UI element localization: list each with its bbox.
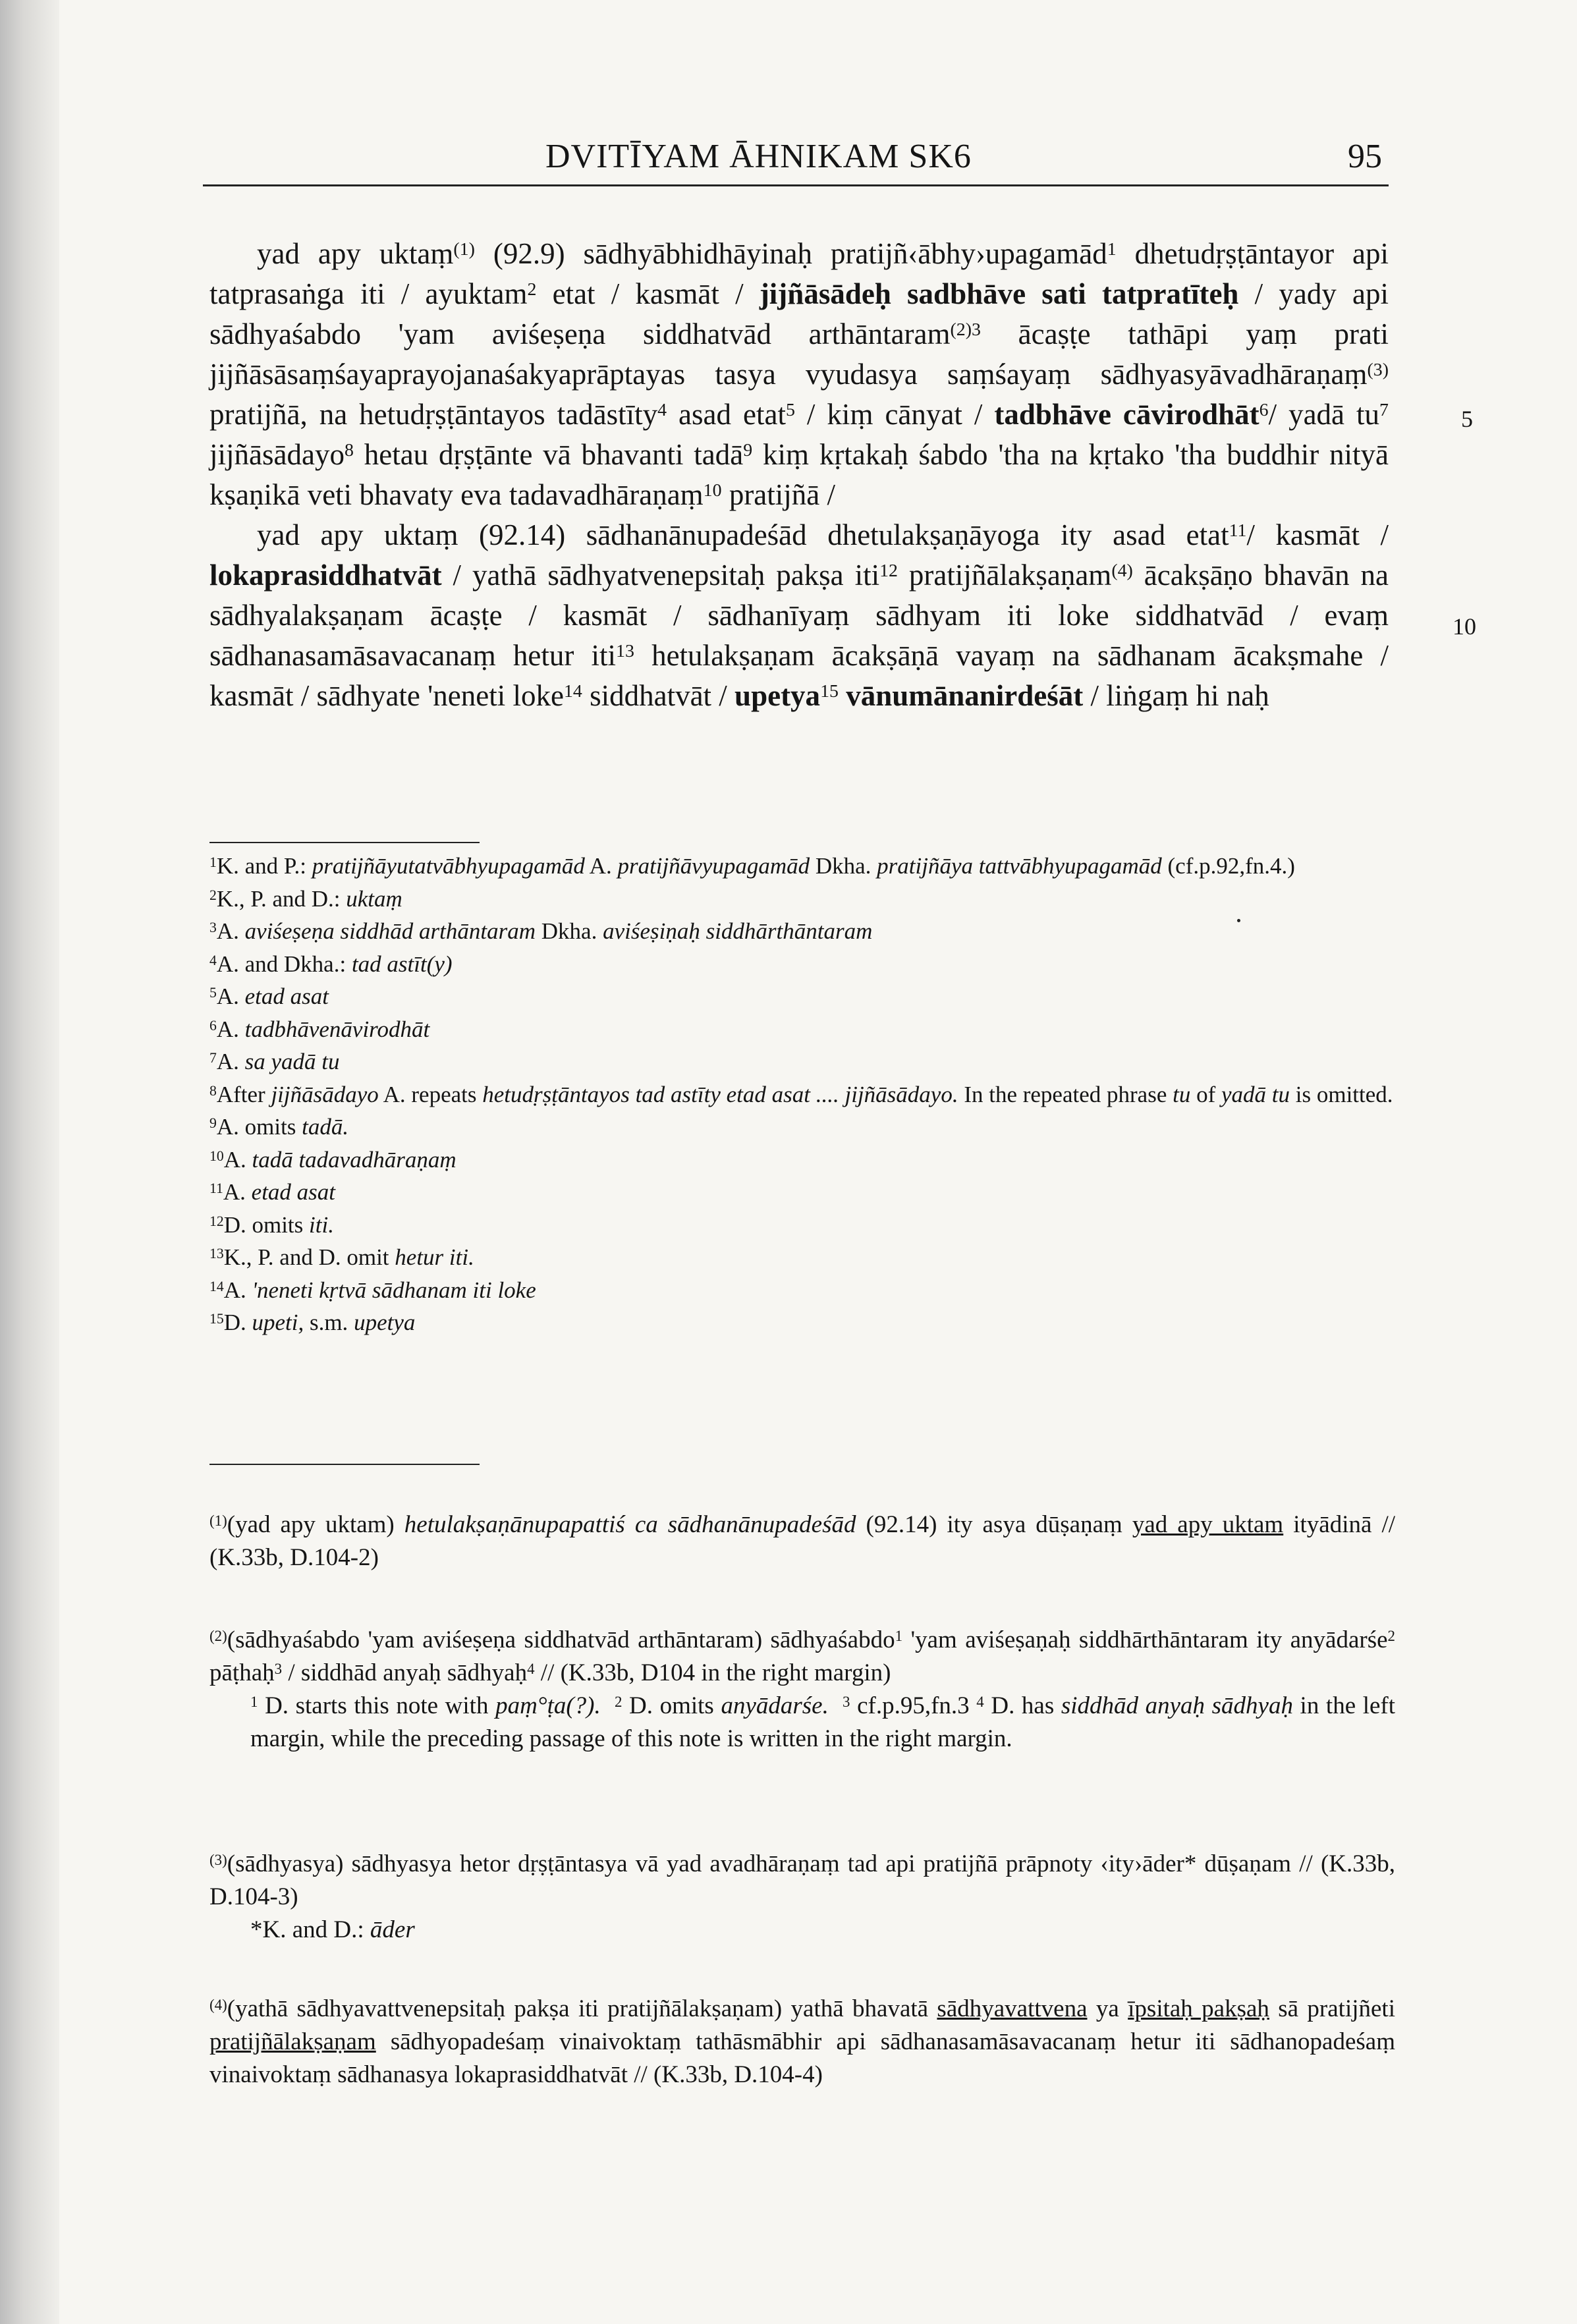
footnote-item: $^{10}$A. tadā tadavadhāraṇaṃ [209, 1146, 456, 1173]
footnote-item: $^1$K. and P.: pratijñāyutatvābhyupagamād A. pratijñāvyupagamād Dkha. pratijñāya tattvābhyupagamād (cf.p.92,fn.4.) [209, 853, 1295, 879]
footnote-number: 6 [209, 1017, 217, 1034]
footnote-number: 14 [209, 1278, 224, 1294]
line-number-5: 5 [1461, 406, 1473, 432]
footnote-item: $^3$A. aviśeṣeṇa siddhād arthāntaram Dkha. aviśeṣiṇaḥ siddhārthāntaram [209, 918, 873, 944]
bold-phrase: lokaprasiddhatvāt [209, 559, 442, 592]
note-marker: (1) [209, 1512, 227, 1529]
footnote-item: $^{13}$K., P. and D. omit hetur iti. [209, 1244, 474, 1270]
footnote-number: 5 [209, 985, 217, 1001]
note-marker: (2) [209, 1627, 227, 1644]
footnote-item: $^9$A. omits tadā. [209, 1114, 349, 1140]
commentary-note-1: $^{(1)}$(yad apy uktam) hetulakṣaṇānupapattiś ca sādhanānupadeśād (92.14) ity asya dūṣaṇaṃ yad apy uktam ityādinā // (K.33b, D.104-2) [209, 1511, 1396, 1571]
footnote-number: 11 [209, 1180, 223, 1197]
footnote-item: $^5$A. etad asat [209, 983, 329, 1009]
footnote-rule [209, 842, 480, 843]
footnote-number: 13 [209, 1246, 224, 1262]
bold-phrase: jijñāsādeḥ sadbhāve sati tatpratīteḥ [759, 277, 1239, 310]
note-marker: (4) [209, 1996, 227, 2013]
main-text [209, 234, 1389, 716]
footnote-number: 9 [209, 1115, 217, 1132]
footnote-item: $^4$A. and Dkha.: tad astīt(y) [209, 951, 453, 977]
apparatus-footnotes [209, 850, 1395, 1339]
main-paragraph-1: yad apy uktaṃ$^{(1)}$ (92.9) sādhyābhidhāyinaḥ pratijñ‹ābhy›upagamād$^1$ dhetudṛṣṭāntayor api tatprasaṅga iti / ayuktam$^2$ etat / kasmāt / jijñāsādeḥ sadbhāve sati tatpratīteḥ / yady api sādhyaśabdo 'yam aviśeṣeṇa siddhatvād arthāntaram$^{(2)3}$ ācaṣṭe tathāpi yaṃ prati jijñāsāsaṃśayaprayojanaśakyaprāptayas tasya vyudasya saṃśayaṃ sādhyasyāvadhāraṇaṃ$^{(3)}$ pratijñā, na hetudṛṣṭāntayos tadāstīty$^4$ asad etat$^5$ / kiṃ cānyat / tadbhāve cāvirodhāt$^6$/ yadā $tu^7$ jijñāsādayo$^8$ hetau dṛṣṭānte vā bhavanti tadā$^9$ kiṃ kṛtakaḥ śabdo 'tha na kṛtako 'tha buddhir nityā kṣaṇikā veti bhavaty eva tadavadhāraṇaṃ$^{10}$ pratijñā / [209, 237, 1389, 511]
running-head [203, 132, 1389, 186]
footnote-item: $^8$After jijñāsādayo A. repeats hetudṛṣṭāntayos tad astīty etad asat .... jijñāsādayo. In the repeated phrase tu of yadā tu is omitted. [209, 1081, 1393, 1107]
footnote-number: 4 [209, 952, 217, 968]
note-marker: (3) [209, 1851, 227, 1868]
bold-phrase: vānumānanirdeśāt [846, 679, 1084, 712]
footnote-item: $^{11}$A. etad asat [209, 1179, 336, 1205]
bold-phrase: upetya [734, 679, 821, 712]
main-paragraph-2: yad apy uktaṃ (92.14) sādhanānupadeśād dhetulakṣaṇāyoga ity asad etat$^{11}$/ kasmāt / lokaprasiddhatvāt / yathā sādhyatvenepsitaḥ pakṣa iti$^{12}$ pratijñālakṣaṇam$^{(4)}$ ācakṣāṇo bhavān na sādhyalakṣaṇam ācaṣṭe / kasmāt / sādhanīyaṃ sādhyam iti loke siddhatvād / evaṃ sādhanasamāsavacanaṃ hetur iti$^{13}$ hetulakṣaṇam ācakṣāṇā vayaṃ na sādhanam ācakṣmahe / kasmāt / sādhyate 'neneti loke$^{14}$ siddhatvāt / upetya$^{15}$ vānumānanirdeśāt / liṅgaṃ hi naḥ [209, 518, 1389, 712]
commentary-note-4: $^{(4)}$(yathā sādhyavattvenepsitaḥ pakṣa iti pratijñālakṣaṇam) yathā bhavatā sādhyavattvena ya īpsitaḥ pakṣaḥ sā pratijñeti pratijñālakṣaṇam sādhyopadeśaṃ vinaivoktaṃ tathāsmābhir api sādhanasamāsavacanaṃ hetur iti sādhanopadeśaṃ vinaivoktaṃ sādhanasya lokaprasiddhatvāt // (K.33b, D.104-4) [209, 1995, 1395, 2088]
commentary-note-2: $^{(2)}$(sādhyaśabdo 'yam aviśeṣeṇa siddhatvād arthāntaram) sādhyaśabdo$^1$ 'yam aviśeṣaṇaḥ siddhārthāntaram ity anyādarśe$^2$ pāṭhaḥ$^3$ / siddhād anyaḥ sādhyaḥ$^4$ // (K.33b, D104 in the right margin) $^1$ D. starts this note with paṃ°ṭa(?). $^2$ D. omits anyādarśe. $^3$ cf.p.95,fn.3 $^4$ D. has siddhād anyaḥ sādhyaḥ in the left margin, while the preceding passage of this note is written in the right margin. [209, 1626, 1396, 1752]
running-title: DVITĪYAM ĀHNIKAM SK6 [545, 138, 972, 175]
footnote-number: 2 [209, 887, 217, 903]
footnote-item: $^2$K., P. and D.: uktaṃ [209, 885, 402, 912]
print-speck [1237, 919, 1240, 922]
footnote-number: 12 [209, 1213, 224, 1229]
footnote-item: $^7$A. sa yadā tu [209, 1049, 340, 1074]
commentary-note-3: $^{(3)}$(sādhyasya) sādhyasya hetor dṛṣṭāntasya vā yad avadhāraṇaṃ tad api pratijñā prāpnoty ‹ity›āder* dūṣaṇam // (K.33b, D.104-3) *K. and D.: āder [209, 1850, 1395, 1943]
commentary-rule [209, 1464, 480, 1465]
footnote-number: 8 [209, 1082, 217, 1099]
line-number-10: 10 [1452, 613, 1476, 640]
page-number: 95 [1348, 138, 1382, 175]
footnote-item: $^{12}$D. omits iti. [209, 1211, 334, 1238]
footnote-item: $^{15}$D. upeti, s.m. upetya [209, 1310, 416, 1335]
footnote-number: 1 [209, 854, 217, 871]
footnote-number: 15 [209, 1311, 224, 1327]
footnote-item: $^{14}$A. 'neneti kṛtvā sādhanam iti loke [209, 1277, 536, 1303]
bold-phrase: tadbhāve cāvirodhāt [994, 398, 1259, 431]
footnote-number: 10 [209, 1148, 224, 1164]
footnote-number: 3 [209, 920, 217, 936]
footnote-item: $^6$A. tadbhāvenāvirodhāt [209, 1016, 430, 1042]
footnote-number: 7 [209, 1050, 217, 1066]
